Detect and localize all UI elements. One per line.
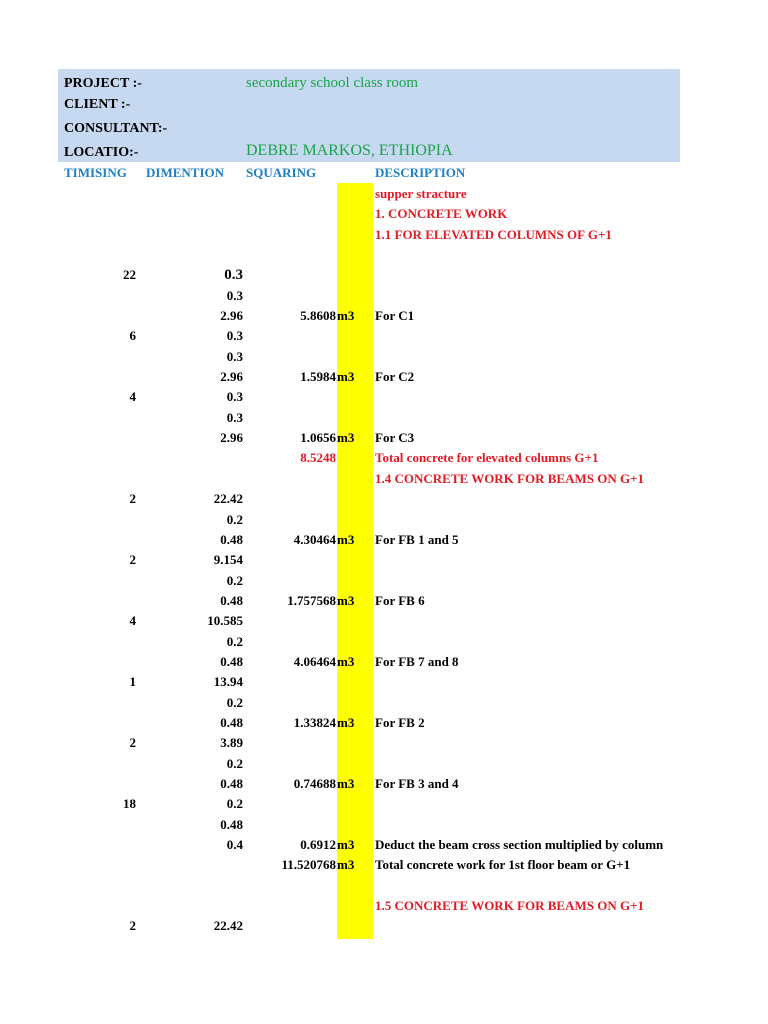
description-cell: 1.4 CONCRETE WORK FOR BEAMS ON G+1 bbox=[375, 470, 644, 486]
dimention-cell: 2.96 bbox=[220, 308, 243, 324]
squaring-cell: 11.520768 bbox=[281, 857, 336, 873]
dimention-cell: 0.3 bbox=[224, 267, 243, 284]
timising-cell: 2 bbox=[129, 552, 136, 568]
consultant-label: CONSULTANT:- bbox=[64, 121, 168, 136]
dimention-cell: 0.2 bbox=[226, 511, 243, 527]
table-row bbox=[0, 306, 680, 326]
table-row bbox=[0, 672, 680, 692]
squaring-cell: 4.06464 bbox=[293, 653, 336, 669]
dimention-cell: 2.96 bbox=[220, 430, 243, 446]
timising-cell: 6 bbox=[129, 328, 136, 344]
unit-cell: m3 bbox=[337, 837, 355, 852]
description-cell: For FB 7 and 8 bbox=[375, 653, 459, 669]
description-cell: Total concrete for elevated columns G+1 bbox=[375, 450, 599, 466]
squaring-cell: 1.0656 bbox=[300, 430, 336, 446]
timising-cell: 18 bbox=[123, 796, 136, 812]
dimention-cell: 0.2 bbox=[226, 796, 243, 812]
description-cell: For FB 2 bbox=[375, 714, 425, 730]
description-cell: For C3 bbox=[375, 430, 415, 446]
table-row bbox=[0, 693, 680, 713]
timising-cell: 1 bbox=[129, 674, 136, 690]
table-row bbox=[0, 754, 680, 774]
squaring-cell: 8.5248 bbox=[300, 450, 336, 466]
table-row bbox=[0, 387, 680, 407]
unit-cell: m3 bbox=[337, 775, 355, 791]
table-row bbox=[0, 876, 680, 896]
squaring-cell: 1.5984 bbox=[300, 369, 336, 385]
dimention-cell: 0.48 bbox=[220, 653, 243, 669]
description-cell: For FB 1 and 5 bbox=[375, 531, 459, 547]
unit-cell: m3 bbox=[337, 714, 355, 730]
description-cell: Deduct the beam cross section multiplied by column bbox=[375, 837, 664, 852]
table-row bbox=[0, 550, 680, 570]
description-cell: For FB 3 and 4 bbox=[375, 775, 459, 791]
table-row bbox=[0, 591, 680, 611]
dimention-cell: 22.42 bbox=[213, 918, 243, 934]
dimention-cell: 0.2 bbox=[226, 633, 243, 649]
unit-cell: m3 bbox=[337, 369, 355, 385]
unit-cell: m3 bbox=[337, 653, 355, 669]
description-cell: supper stracture bbox=[375, 186, 467, 201]
dimention-cell: 0.2 bbox=[226, 755, 243, 771]
table-row bbox=[0, 855, 680, 875]
table-row bbox=[0, 265, 680, 285]
dimention-cell: 2.96 bbox=[220, 369, 243, 385]
table-row bbox=[0, 611, 680, 631]
dimention-cell: 3.89 bbox=[220, 735, 243, 751]
table-row bbox=[0, 408, 680, 428]
table-row bbox=[0, 815, 680, 835]
col-header-dimention: DIMENTION bbox=[146, 165, 225, 180]
dimention-cell: 9.154 bbox=[213, 552, 243, 568]
dimention-cell: 0.3 bbox=[226, 287, 243, 303]
squaring-cell: 0.74688 bbox=[293, 775, 336, 791]
col-header-squaring: SQUARING bbox=[246, 165, 317, 180]
client-label: CLIENT :- bbox=[64, 97, 131, 112]
dimention-cell: 0.3 bbox=[226, 409, 243, 425]
table-row bbox=[0, 184, 680, 204]
table-row bbox=[0, 733, 680, 753]
dimention-cell: 0.3 bbox=[226, 328, 243, 344]
description-cell: For C2 bbox=[375, 369, 415, 385]
table-row bbox=[0, 835, 680, 855]
table-row bbox=[0, 367, 680, 387]
table-row bbox=[0, 530, 680, 550]
table-row bbox=[0, 510, 680, 530]
project-value: secondary school class room bbox=[246, 75, 419, 91]
table-row bbox=[0, 204, 680, 224]
description-cell: For C1 bbox=[375, 308, 415, 324]
dimention-cell: 0.48 bbox=[220, 816, 243, 832]
timising-cell: 4 bbox=[129, 613, 136, 629]
takeoff-table bbox=[0, 184, 680, 937]
unit-cell: m3 bbox=[337, 430, 355, 446]
dimention-cell: 0.4 bbox=[226, 837, 243, 852]
table-row bbox=[0, 571, 680, 591]
unit-cell: m3 bbox=[337, 857, 355, 873]
table-row bbox=[0, 286, 680, 306]
dimention-cell: 0.2 bbox=[226, 694, 243, 710]
dimention-cell: 0.48 bbox=[220, 714, 243, 730]
table-row bbox=[0, 489, 680, 509]
table-row bbox=[0, 713, 680, 733]
squaring-cell: 0.6912 bbox=[300, 837, 336, 852]
description-cell: 1.1 FOR ELEVATED COLUMNS OF G+1 bbox=[375, 226, 612, 242]
timising-cell: 2 bbox=[129, 491, 136, 507]
table-row bbox=[0, 428, 680, 448]
location-label: LOCATIO:- bbox=[64, 145, 139, 160]
table-row bbox=[0, 774, 680, 794]
dimention-cell: 0.48 bbox=[220, 775, 243, 791]
table-row bbox=[0, 632, 680, 652]
dimention-cell: 0.48 bbox=[220, 531, 243, 547]
description-cell: Total concrete work for 1st floor beam or G+1 bbox=[375, 857, 631, 873]
project-label: PROJECT :- bbox=[64, 76, 142, 91]
timising-cell: 2 bbox=[129, 918, 136, 934]
description-cell: 1. CONCRETE WORK bbox=[375, 206, 508, 222]
table-row bbox=[0, 245, 680, 265]
table-row bbox=[0, 652, 680, 672]
squaring-cell: 1.33824 bbox=[293, 714, 336, 730]
location-value: DEBRE MARKOS, ETHIOPIA bbox=[246, 142, 453, 159]
timising-cell: 22 bbox=[123, 267, 136, 283]
table-row bbox=[0, 448, 680, 468]
dimention-cell: 0.2 bbox=[226, 572, 243, 588]
table-row bbox=[0, 469, 680, 489]
col-header-timising: TIMISING bbox=[64, 165, 127, 180]
table-row bbox=[0, 326, 680, 346]
unit-cell: m3 bbox=[337, 531, 355, 547]
description-cell: For FB 6 bbox=[375, 592, 425, 608]
unit-cell: m3 bbox=[337, 308, 355, 324]
timising-cell: 4 bbox=[129, 389, 136, 405]
squaring-cell: 4.30464 bbox=[293, 531, 336, 547]
timising-cell: 2 bbox=[129, 735, 136, 751]
unit-cell: m3 bbox=[337, 592, 355, 608]
dimention-cell: 0.3 bbox=[226, 389, 243, 405]
table-row bbox=[0, 896, 680, 916]
table-row bbox=[0, 225, 680, 245]
col-header-description: DESCRIPTION bbox=[375, 165, 466, 180]
squaring-cell: 5.8608 bbox=[300, 308, 336, 324]
dimention-cell: 22.42 bbox=[213, 491, 243, 507]
squaring-cell: 1.757568 bbox=[287, 592, 336, 608]
description-cell: 1.5 CONCRETE WORK FOR BEAMS ON G+1 bbox=[375, 898, 644, 914]
dimention-cell: 0.3 bbox=[226, 348, 243, 364]
dimention-cell: 10.585 bbox=[207, 613, 243, 629]
table-row bbox=[0, 347, 680, 367]
table-row bbox=[0, 794, 680, 814]
table-row bbox=[0, 916, 680, 936]
dimention-cell: 13.94 bbox=[213, 674, 243, 690]
dimention-cell: 0.48 bbox=[220, 592, 243, 608]
